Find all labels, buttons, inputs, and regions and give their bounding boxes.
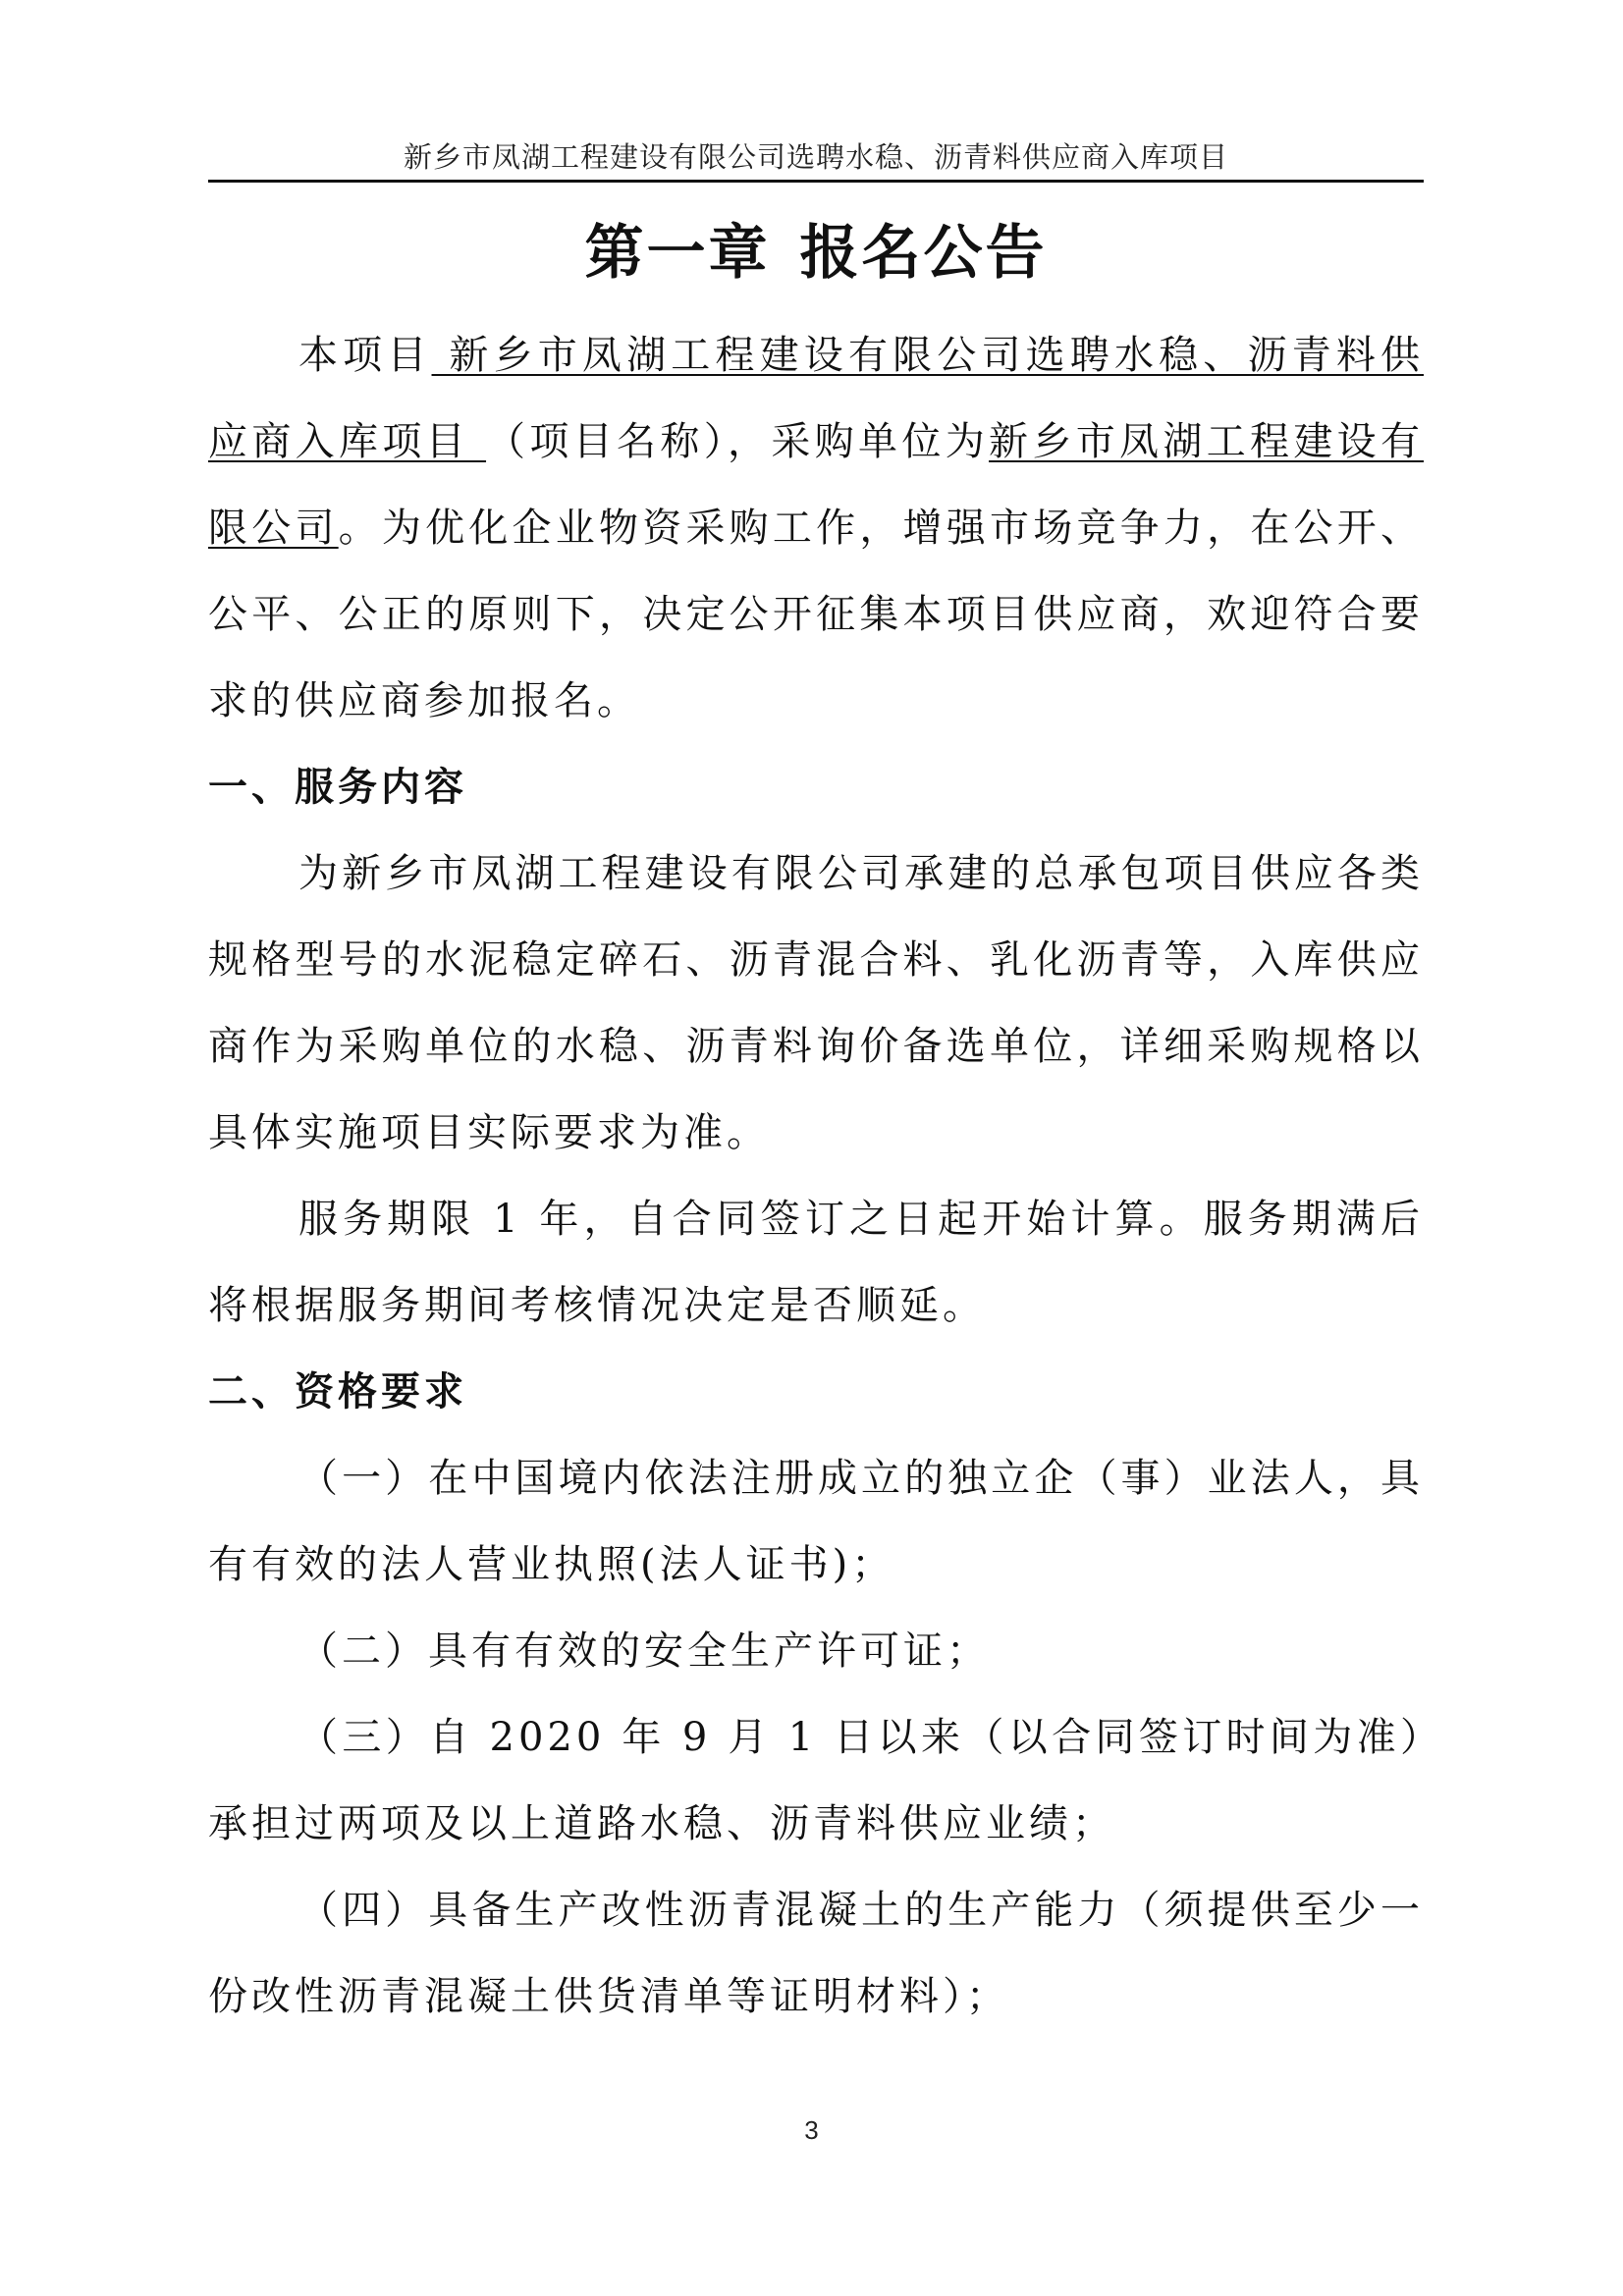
service-term-paragraph: 服务期限 1 年，自合同签订之日起开始计算。服务期满后将根据服务期间考核情况决定是否顺延。	[208, 1197, 1424, 1328]
qualification-item: （四）具备生产改性沥青混凝土的生产能力（须提供至少一份改性沥青混凝土供货清单等证明材料）；	[208, 1888, 1424, 2019]
running-header: 新乡市凤湖工程建设有限公司选聘水稳、沥青料供应商入库项目	[403, 140, 1228, 174]
page-number: 3	[804, 2115, 819, 2145]
qualification-item: （二）具有有效的安全生产许可证；	[298, 1629, 990, 1674]
intro-mid: （项目名称），采购单位为	[486, 419, 990, 464]
document-body	[208, 312, 1424, 2040]
intro-rest: 。为优化企业物资采购工作，增强市场竞争力，在公开、公平、公正的原则下，决定公开征集本项目供应商，欢迎符合要求的供应商参加报名。	[208, 506, 1425, 723]
intro-prefix: 本项目	[298, 333, 432, 378]
service-paragraph: 为新乡市凤湖工程建设有限公司承建的总承包项目供应各类规格型号的水泥稳定碎石、沥青混合料、乳化沥青等，入库供应商作为采购单位的水稳、沥青料询价备选单位，详细采购规格以具体实施项目实际要求为准。	[208, 851, 1424, 1155]
chapter-number: 第一章	[584, 219, 771, 288]
chapter-title	[208, 214, 1424, 293]
section-heading-qualification: 二、资格要求	[208, 1369, 467, 1415]
project-name: 新乡市凤湖工程建设有限公司选聘水稳、沥青料供应商入库项目	[208, 333, 1424, 464]
intro-paragraph	[208, 312, 1424, 744]
section-heading-service: 一、服务内容	[208, 765, 467, 810]
chapter-name: 报名公告	[799, 219, 1048, 288]
header-rule	[208, 180, 1424, 183]
purchaser-name: 新乡市凤湖工程建设有限公司	[208, 419, 1425, 551]
qualification-item: （一）在中国境内依法注册成立的独立企（事）业法人，具有有效的法人营业执照(法人证书)；	[208, 1456, 1424, 1587]
qualification-item: （三）自 2020 年 9 月 1 日以来（以合同签订时间为准）承担过两项及以上道路水稳、沥青料供应业绩；	[208, 1715, 1424, 1846]
